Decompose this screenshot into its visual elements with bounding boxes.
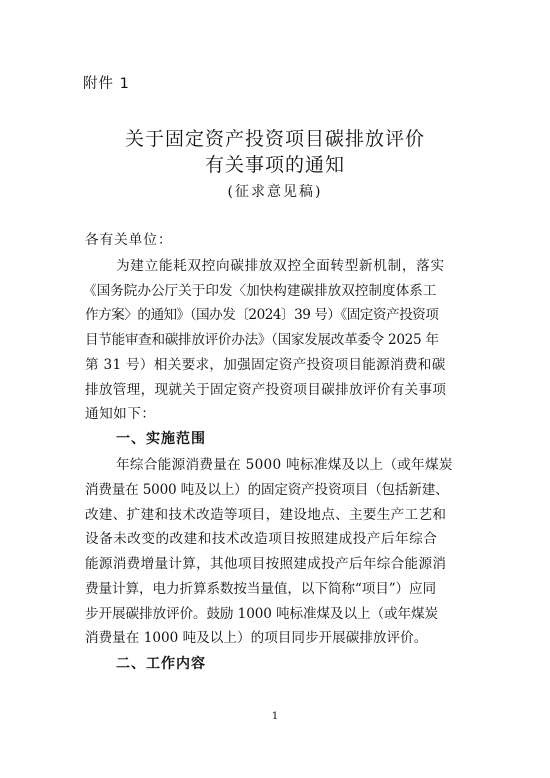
salutation: 各有关单位： [85, 232, 173, 248]
intro-line: 作方案〉的通知》（国办发〔2024〕39 号）《固定资产投资项 [85, 307, 439, 323]
document-title-line-1: 关于固定资产投资项目碳排放评价 [124, 128, 425, 150]
intro-line: 为建立能耗双控向碳排放双控全面转型新机制，落实 [116, 258, 445, 274]
attachment-label: 附件 1 [83, 76, 130, 92]
scope-line: 改建、扩建和技术改造等项目，建设地点、主要生产工艺和 [85, 507, 447, 523]
scope-line: 设备未改变的改建和技术改造项目按照建成投产后年综合 [85, 531, 438, 547]
section-heading-work-content: 二、工作内容 [116, 656, 206, 672]
intro-line: 排放管理，现就关于固定资产投资项目碳排放评价有关事项 [85, 382, 447, 398]
intro-line: 《国务院办公厅关于印发〈加快构建碳排放双控制度体系工 [83, 283, 437, 299]
intro-line: 第 31 号）相关要求，加强固定资产投资项目能源消费和碳 [85, 357, 446, 373]
scope-line: 能源消费增量计算，其他项目按照建成投产后年综合能源消 [85, 556, 447, 572]
scope-line: 消费量在 5000 吨及以上）的固定资产投资项目（包括新建、 [85, 482, 449, 498]
section-heading-scope: 一、实施范围 [116, 431, 206, 447]
scope-line: 费量计算，电力折算系数按当量值，以下简称“项目”）应同 [85, 581, 437, 597]
document-title-line-2: 有关事项的通知 [204, 154, 345, 176]
scope-line: 消费量在 1000 吨及以上）的项目同步开展碳排放评价。 [85, 630, 428, 646]
intro-line: 通知如下： [85, 406, 156, 422]
page-number: 1 [271, 711, 279, 722]
document-subtitle: (征求意见稿) [227, 184, 323, 200]
scope-line: 年综合能源消费量在 5000 吨标准煤及以上（或年煤炭 [116, 457, 453, 473]
intro-line: 目节能审查和碳排放评价办法》（国家发展改革委令 2025 年 [85, 332, 439, 348]
scope-line: 步开展碳排放评价。鼓励 1000 吨标准煤及以上（或年煤炭 [85, 606, 438, 622]
